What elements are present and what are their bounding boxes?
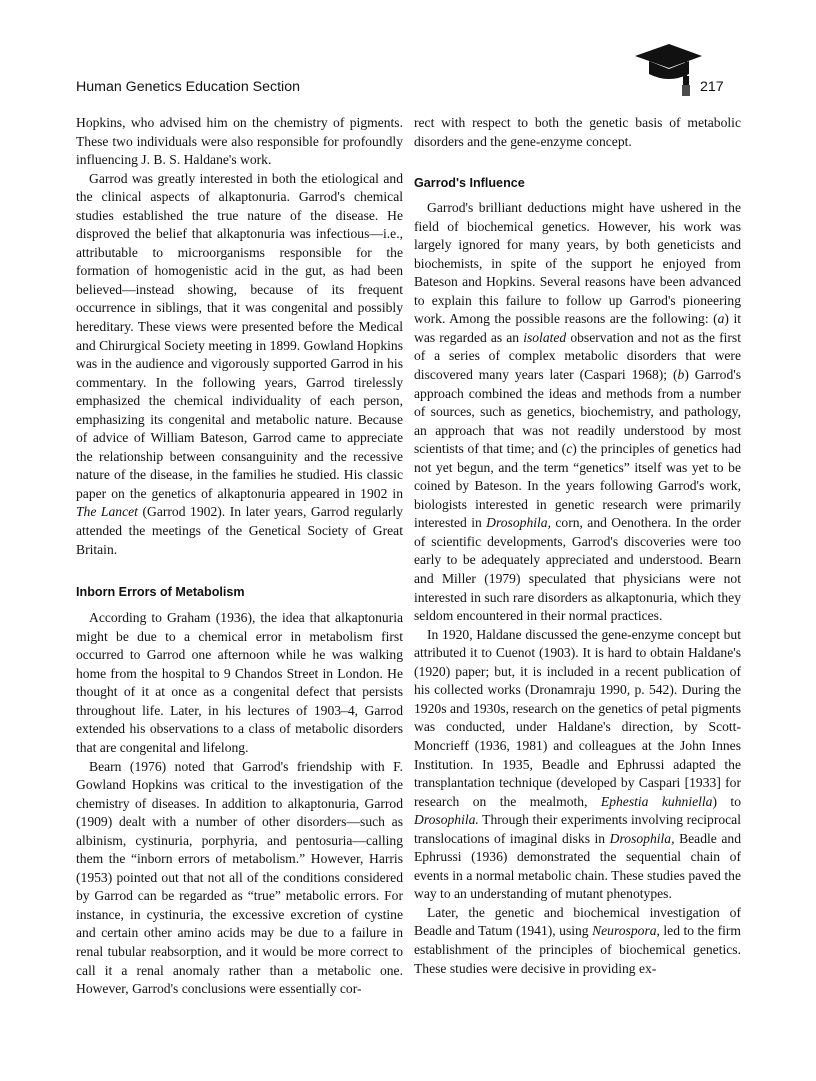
graduation-cap-icon [633, 38, 703, 100]
paragraph: Later, the genetic and biochemical investigation of Beadle and Tatum (1941), using Neurospora, led to the firm establishment of the principles of biochemical genetics. These studies were decisive in providing ex- [414, 904, 741, 976]
right-column [414, 114, 741, 978]
section-heading: Inborn Errors of Metabolism [76, 585, 245, 600]
paragraph: Hopkins, who advised him on the chemistry of pigments. These two individuals were also responsible for profoundly influencing J. B. S. Haldane's work. [76, 115, 403, 168]
running-head: Human Genetics Education Section [76, 79, 300, 95]
paragraph: rect with respect to both the genetic basis of metabolic disorders and the gene-enzyme concept. [414, 115, 741, 149]
page-number: 217 [700, 79, 724, 95]
paragraph: Garrod's brilliant deductions might have ushered in the field of biochemical genetics. However, his work was largely ignored for many years, by both geneticists and biochemists, in spite of the support he enjoyed from Bateson and Hopkins. Several reasons have been advanced to explain this failure to follow up Garrod's pioneering work. Among the possible reasons are the following: (a) it was regarded as an isolated observation and not as the first of a series of complex metabolic disorders that were discovered many years later (Caspari 1968); (b) Garrod's approach combined the ideas and methods from a number of sources, such as genetics, biochemistry, and pathology, an approach that was not readily understood by most scientists of that time; and (c) the principles of genetics had not yet begun, and the term “genetics” itself was yet to be coined by Bateson. In the years following Garrod's work, biologists interested in genetic research were primarily interested in Drosophila, corn, and Oenothera. In the order of scientific developments, Garrod's discoveries were too early to be adequately appreciated and understood. Bearn and Miller (1979) speculated that physicians were not interested in such rare disorders as alkaptonuria, which they seldom encountered in their normal practices. [414, 200, 741, 624]
paragraph: According to Graham (1936), the idea that alkaptonuria might be due to a chemical error in metabolism first occurred to Garrod one afternoon while he was walking home from the hospital to 9 Chandos Street in London. He thought of it at once as a congenital defect that persists throughout life. Later, in his lectures of 1903–4, Garrod extended his observations to a class of metabolic disorders that are congenital and lifelong. [76, 610, 403, 755]
paragraph: Garrod was greatly interested in both the etiological and the clinical aspects of alkaptonuria. Garrod's chemical studies established the true nature of the disease. He disproved the belief that alkaptonuria was infectious—i.e., attributable to microorganisms responsible for the formation of homogenistic acid in the gut, as had been believed—instead showing, because of its frequent occurrence in siblings, that it was congenital and possibly hereditary. These views were presented before the Medical and Chirurgical Society meeting in 1899. Gowland Hopkins was in the audience and vigorously supported Garrod in his commentary. In the following years, Garrod tirelessly emphasized the chemical individuality of each person, emphasizing its congenital and metabolic nature. Because of advice of William Bateson, Garrod came to appreciate the relationship between consanguinity and the recessive nature of the disease, in the families he studied. His classic paper on the genetics of alkaptonuria appeared in 1902 in The Lancet (Garrod 1902). In later years, Garrod regularly attended the meetings of the Genetical Society of Great Britain. [76, 170, 403, 557]
paragraph: In 1920, Haldane discussed the gene-enzyme concept but attributed it to Cuenot (1903). It is hard to obtain Haldane's (1920) paper; but, it is included in a recent publication of his collected works (Dronamraju 1990, p. 542). During the 1920s and 1930s, research on the genetics of petal pigments was conducted, under Haldane's direction, by Scott-Moncrieff (1936, 1981) and colleagues at the John Innes Institution. In 1935, Beadle and Ephrussi adapted the transplantation technique (developed by Caspari [1933] for research on the mealmoth, Ephestia kuhniella) to Drosophila. Through their experiments involving reciprocal translocations of imaginal disks in Drosophila, Beadle and Ephrussi (1936) demonstrated the sequential chain of events in a normal metabolic chain. These studies paved the way to an understanding of mutant phenotypes. [414, 626, 741, 902]
paragraph: Bearn (1976) noted that Garrod's friendship with F. Gowland Hopkins was critical to the investigation of the chemistry of diseases. In addition to alkaptonuria, Garrod (1909) dealt with a number of other disorders—such as albinism, cystinuria, porphyria, and pentosuria—calling them the “inborn errors of metabolism.” However, Harris (1953) pointed out that not all of the conditions considered by Garrod can be regarded as “true” metabolic errors. For instance, in cystinuria, the excessive excretion of cystine and certain other amino acids may be due to a failure in renal tubular reabsorption, and it would be more correct to call it a renal anomaly rather than a metabolic one. However, Garrod's conclusions were essentially cor- [76, 758, 403, 997]
left-column [76, 114, 403, 999]
journal-title: The Lancet [76, 504, 138, 520]
section-heading: Garrod's Influence [414, 176, 525, 191]
